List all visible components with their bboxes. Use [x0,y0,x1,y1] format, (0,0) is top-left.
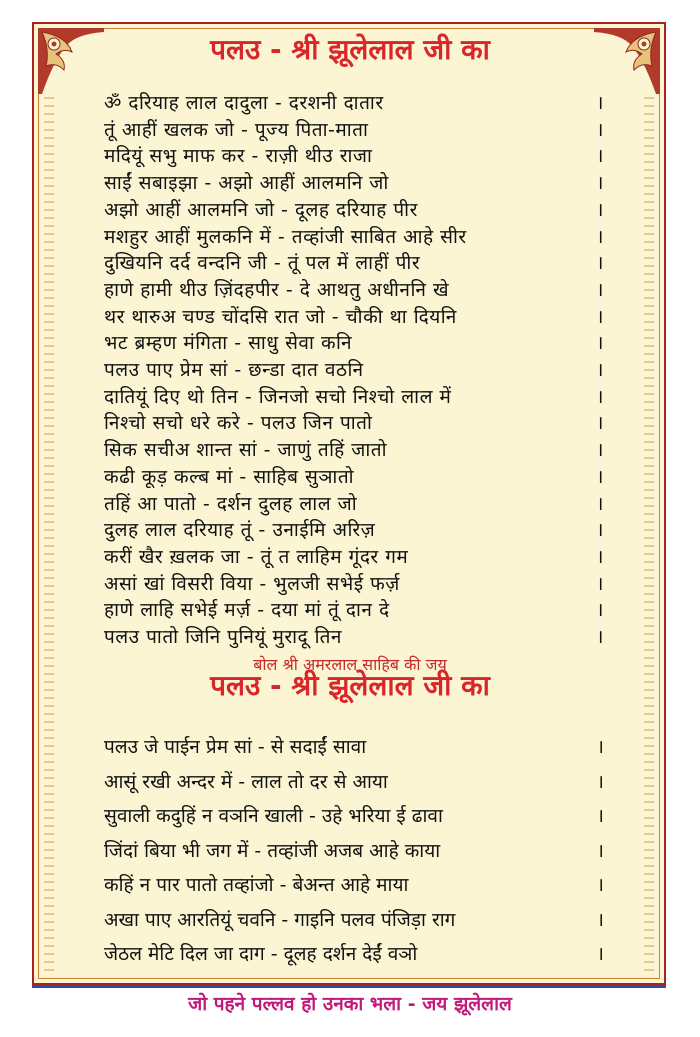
verse-line: जिंदां बिया भी जग में - तव्हांजी अजब आहे काया । [104,839,604,862]
verse-line: अझो आहीं आलमनि जो - दूलह दरियाह पीर । [104,198,604,221]
left-border-pattern [44,94,54,977]
verse-line: मदियूं सभु माफ कर - राज़ी थीउ राजा । [104,145,604,168]
footer-slogan: जो पहने पल्लव हो उनका भला - जय झूलेलाल [188,993,512,1015]
jai-line: बोल श्री अमरलाल साहिब की जय [253,655,447,674]
verse-line: कहिं न पार पातो तव्हांजो - बेअन्त आहे माया । [104,874,604,896]
verse-line: तहिं आ पातो - दर्शन दुलह लाल जो । [104,492,604,515]
section1-title: पलउ - श्री झूलेलाल जी का [210,33,490,66]
verse-line: पलउ पाए प्रेम सां - छन्डा दात वठनि । [104,359,604,382]
verse-line: दुलह लाल दरियाह तूं - उनाईमि अरिज़ । [104,519,604,542]
verse-line: करीं खैर ख़लक जा - तूं त लाहिम गूंदर गम । [104,545,604,568]
verse-line: असां खां विसरी विया - भुलजी सभेई फर्ज़ । [104,572,604,595]
verse-line: पलउ जे पाईन प्रेम सां - से सदाईं सावा । [104,736,604,758]
verse-line: तूं आहीं खलक जो - पूज्य पिता-माता । [104,118,604,141]
verse-line: आसूं रखी अन्दर में - लाल तो दर से आया । [104,770,604,793]
verse-line: हाणे लाहि सभेई मर्ज़ - दया मां तूं दान दे । [104,599,604,622]
verse-line: सुवाली कदुहिं न वञनि खाली - उहे भरिया ई ढावा । [104,805,604,827]
right-border-pattern [644,94,654,977]
section2-title: पलउ - श्री झूलेलाल जी का [210,669,490,702]
verse-line: सिक सचीअ शान्त सां - जाणुं तहिं जातो । [104,439,604,462]
section1-verses [104,90,604,651]
verse-line: निश्चो सचो धरे करे - पलउ जिन पातो । [104,412,604,435]
verse-line: थर थारुअ चण्ड चोंदसि रात जो - चौकी था दियनि । [104,305,604,328]
verse-line: हाणे हामी थीउ ज़िंदहपीर - दे आथतु अधीननि खे । [104,278,604,301]
verse-line: दुखियनि दर्द वन्दनि जी - तूं पल में लाहीं पीर । [104,252,604,275]
verse-line: साईं सबाइझा - अझो आहीं आलमनि जो । [104,172,604,195]
verse-line: ॐ दरियाह लाल दादुला - दरशनी दातार । [104,92,604,114]
section2-verses [104,730,604,972]
verse-line: मशहुर आहीं मुलकनि में - तव्हांजी साबित आहे सीर । [104,225,604,248]
verse-line: पलउ पातो जिनि पुनियूं मुरादू तिन । [104,626,604,649]
frame-bottom-edge [32,985,666,988]
verse-line: जेठल मेटि दिल जा दाग - दूलह दर्शन देईं वञो । [104,943,604,965]
verse-line: कढी कूड़ कल्ब मां - साहिब सुञातो । [104,465,604,488]
verse-line: अखा पाए आरतियूं चवनि - गाइनि पलव पंजिड़ा राग । [104,908,604,931]
verse-line: दातियूं दिए थो तिन - जिनजो सचो निश्चो लाल में । [104,385,604,408]
verse-line: भट ब्रम्हण मंगिता - साधु सेवा कनि । [104,332,604,355]
